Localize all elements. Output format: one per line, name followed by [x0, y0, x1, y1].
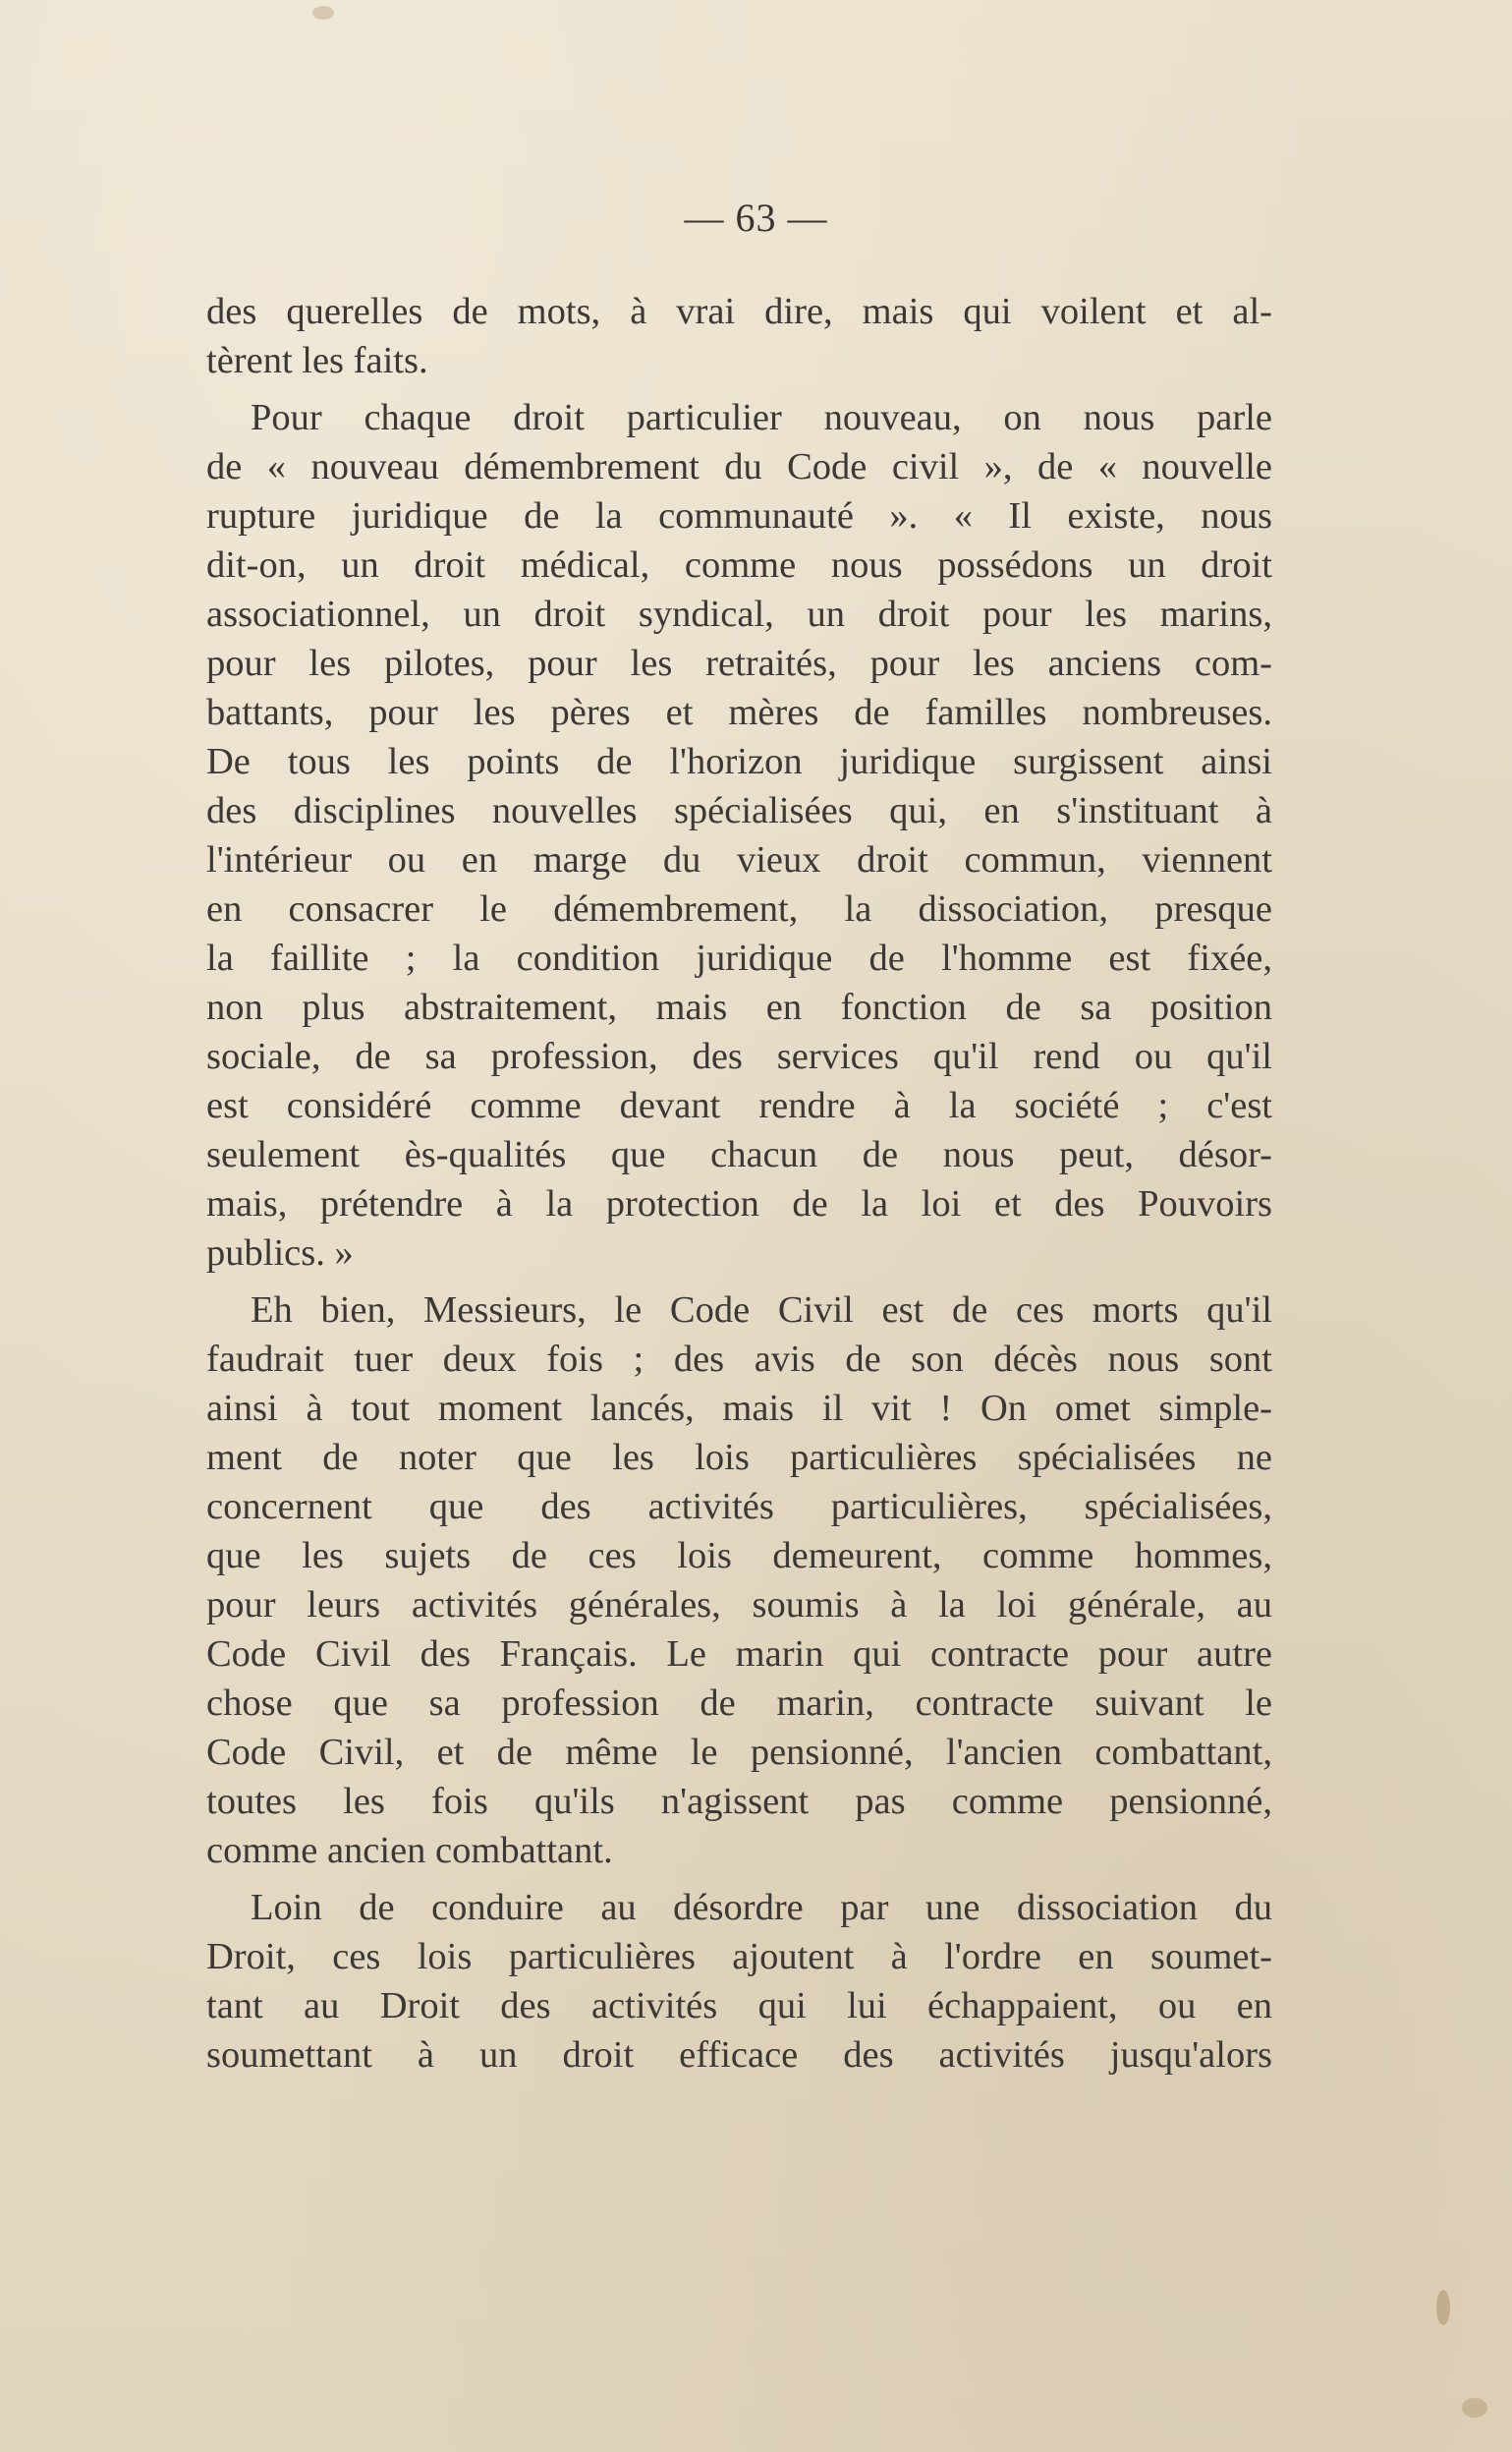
foxing-spot: [1436, 2290, 1450, 2325]
paragraph-gap: [206, 1875, 1272, 1883]
foxing-spot: [312, 6, 334, 20]
text-line: publics. »: [206, 1232, 354, 1274]
text-line: ainsi à tout moment lancés, mais il vit ! On omet simple-: [206, 1388, 1272, 1429]
text-line: en consacrer le démembrement, la dissociation, presque: [206, 888, 1272, 930]
paragraph: [206, 1285, 1272, 1875]
paragraph: [206, 287, 1272, 385]
text-line: non plus abstraitement, mais en fonction de sa position: [206, 987, 1272, 1028]
text-line: chose que sa profession de marin, contracte suivant le: [206, 1682, 1272, 1724]
text-line: ment de noter que les lois particulières spécialisées ne: [206, 1437, 1272, 1478]
text-line: Code Civil des Français. Le marin qui contracte pour autre: [206, 1633, 1272, 1675]
text-line: sociale, de sa profession, des services qu'il rend ou qu'il: [206, 1036, 1272, 1077]
paragraph: [206, 1883, 1272, 2080]
text-line: toutes les fois qu'ils n'agissent pas comme pensionné,: [206, 1781, 1272, 1822]
text-line: Code Civil, et de même le pensionné, l'ancien combattant,: [206, 1732, 1272, 1773]
paragraph: [206, 393, 1272, 1278]
text-line: la faillite ; la condition juridique de l'homme est fixée,: [206, 938, 1272, 979]
paragraph-gap: [206, 385, 1272, 393]
text-line: Pour chaque droit particulier nouveau, on nous parle: [251, 397, 1272, 438]
text-line: faudrait tuer deux fois ; des avis de son décès nous sont: [206, 1339, 1272, 1380]
text-line: des disciplines nouvelles spécialisées qui, en s'instituant à: [206, 790, 1272, 831]
text-line: comme ancien combattant.: [206, 1830, 613, 1871]
text-line: rupture juridique de la communauté ». « Il existe, nous: [206, 495, 1272, 537]
text-line: seulement ès-qualités que chacun de nous peut, désor-: [206, 1134, 1272, 1175]
text-line: battants, pour les pères et mères de familles nombreuses.: [206, 692, 1272, 733]
text-line: pour leurs activités générales, soumis à la loi générale, au: [206, 1584, 1272, 1625]
text-line: Loin de conduire au désordre par une dissociation du: [251, 1887, 1272, 1928]
text-line: l'intérieur ou en marge du vieux droit commun, viennent: [206, 839, 1272, 881]
text-line: Eh bien, Messieurs, le Code Civil est de ces morts qu'il: [251, 1289, 1272, 1331]
text-line: de « nouveau démembrement du Code civil », de « nouvelle: [206, 446, 1272, 487]
text-line: pour les pilotes, pour les retraités, pour les anciens com-: [206, 643, 1272, 684]
text-line: que les sujets de ces lois demeurent, comme hommes,: [206, 1535, 1272, 1576]
paragraph-gap: [206, 1278, 1272, 1285]
page-number: — 63 —: [684, 196, 828, 240]
foxing-spot: [1462, 2398, 1487, 2418]
text-line: tant au Droit des activités qui lui échappaient, ou en: [206, 1985, 1272, 2026]
text-line: est considéré comme devant rendre à la société ; c'est: [206, 1085, 1272, 1126]
body-text: [206, 287, 1272, 2080]
text-line: concernent que des activités particulières, spécialisées,: [206, 1486, 1272, 1527]
text-line: dit-on, un droit médical, comme nous possédons un droit: [206, 544, 1272, 586]
text-line: des querelles de mots, à vrai dire, mais qui voilent et al-: [206, 291, 1272, 332]
text-line: mais, prétendre à la protection de la loi et des Pouvoirs: [206, 1183, 1272, 1225]
text-line: De tous les points de l'horizon juridique surgissent ainsi: [206, 741, 1272, 782]
text-line: soumettant à un droit efficace des activités jusqu'alors: [206, 2034, 1272, 2076]
text-line: associationnel, un droit syndical, un droit pour les marins,: [206, 594, 1272, 635]
text-line: Droit, ces lois particulières ajoutent à l'ordre en soumet-: [206, 1936, 1272, 1977]
text-line: tèrent les faits.: [206, 340, 428, 381]
